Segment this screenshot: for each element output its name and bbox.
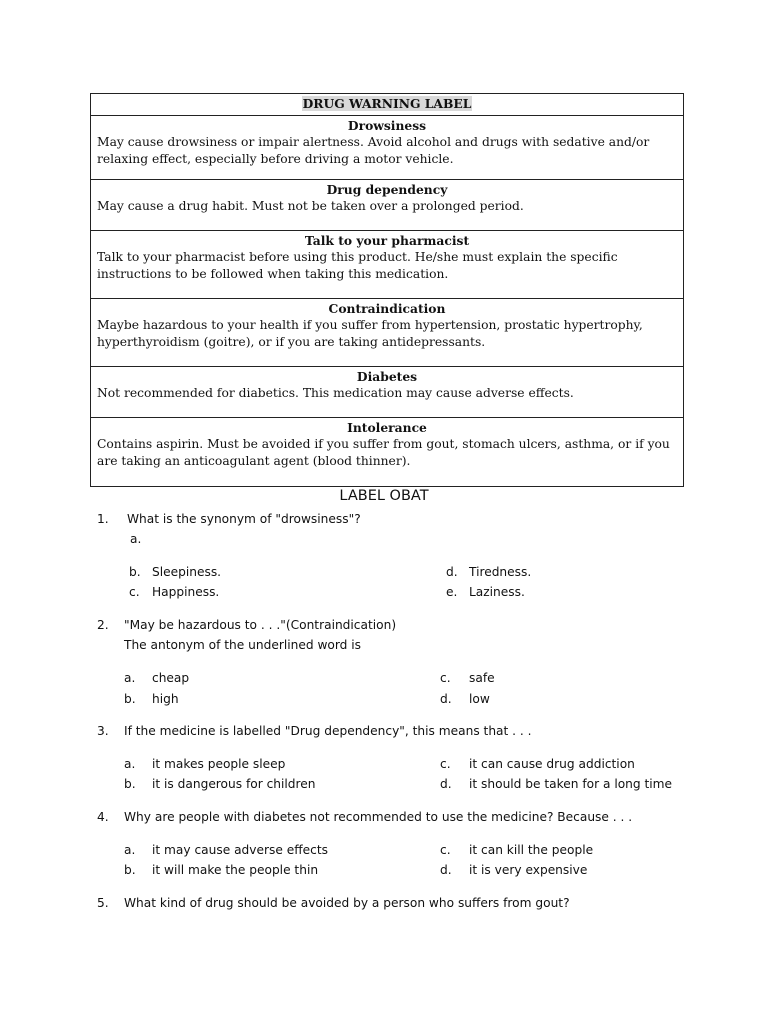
section-title: Diabetes (356, 369, 418, 384)
question-text: Why are people with diabetes not recommended to use the medicine? Because . . . (124, 810, 633, 824)
option-letter: c. (440, 843, 451, 857)
option-text: it should be taken for a long time (469, 777, 673, 791)
question-text: The antonym of the underlined word is (124, 638, 362, 652)
option-letter: b. (129, 565, 141, 579)
option-letter: d. (446, 565, 458, 579)
option-text: Happiness. (152, 585, 220, 599)
option-letter: b. (124, 863, 136, 877)
option-letter: d. (440, 777, 452, 791)
section-text: May cause a drug habit. Must not be taken over a prolonged period. (97, 199, 524, 213)
option-text: Tiredness. (469, 565, 532, 579)
option-text: cheap (152, 671, 190, 685)
question-text: What kind of drug should be avoided by a person who suffers from gout? (124, 896, 570, 910)
option-text: it can kill the people (469, 843, 594, 857)
option-letter: c. (129, 585, 140, 599)
option-text: high (152, 692, 179, 706)
section-title: Contraindication (328, 301, 446, 316)
option-text: safe (469, 671, 495, 685)
option-text: it is very expensive (469, 863, 588, 877)
option-letter: c. (440, 671, 451, 685)
option-text: low (469, 692, 490, 706)
option-letter: d. (440, 692, 452, 706)
option-letter: b. (124, 692, 136, 706)
section-title: Drowsiness (347, 118, 427, 133)
option-letter: c. (440, 757, 451, 771)
question-text: "May be hazardous to . . ."(Contraindication) (124, 618, 397, 632)
option-letter: b. (124, 777, 136, 791)
option-letter: a. (130, 532, 142, 546)
section-text: Maybe hazardous to your health if you suffer from hypertension, prostatic hypertrophy, hyperthyroidism (goitre), or if you are taking antidepressants. (97, 318, 643, 349)
question-text: If the medicine is labelled "Drug dependency", this means that . . . (124, 724, 532, 738)
option-letter: a. (124, 671, 136, 685)
label-heading-text: DRUG WARNING LABEL (302, 96, 472, 111)
option-text: it will make the people thin (152, 863, 319, 877)
option-text: it is dangerous for children (152, 777, 316, 791)
section-text: May cause drowsiness or impair alertness. Avoid alcohol and drugs with sedative and/or relaxing effect, especially before driving a motor vehicle. (97, 135, 650, 166)
section-title: Talk to your pharmacist (304, 233, 470, 248)
question-text: What is the synonym of "drowsiness"? (127, 512, 361, 526)
option-letter: a. (124, 757, 136, 771)
option-text: it can cause drug addiction (469, 757, 635, 771)
option-text: Sleepiness. (152, 565, 222, 579)
section-title: Drug dependency (326, 182, 448, 197)
section-text: Not recommended for diabetics. This medication may cause adverse effects. (97, 386, 574, 400)
quiz-title: LABEL OBAT (339, 488, 429, 504)
option-text: Laziness. (469, 585, 525, 599)
option-text: it may cause adverse effects (152, 843, 328, 857)
section-text: Talk to your pharmacist before using this product. He/she must explain the specific instructions to be followed when taking this medication. (97, 250, 618, 281)
section-title: Intolerance (347, 420, 427, 435)
option-letter: e. (446, 585, 458, 599)
section-text: Contains aspirin. Must be avoided if you suffer from gout, stomach ulcers, asthma, or if you are taking an anticoagulant agent (blood thinner). (97, 437, 670, 468)
question-number: 4. (97, 810, 109, 824)
option-text: it makes people sleep (152, 757, 286, 771)
question-number: 1. (97, 512, 109, 526)
question-number: 3. (97, 724, 109, 738)
question-number: 2. (97, 618, 109, 632)
option-letter: d. (440, 863, 452, 877)
question-number: 5. (97, 896, 109, 910)
option-letter: a. (124, 843, 136, 857)
